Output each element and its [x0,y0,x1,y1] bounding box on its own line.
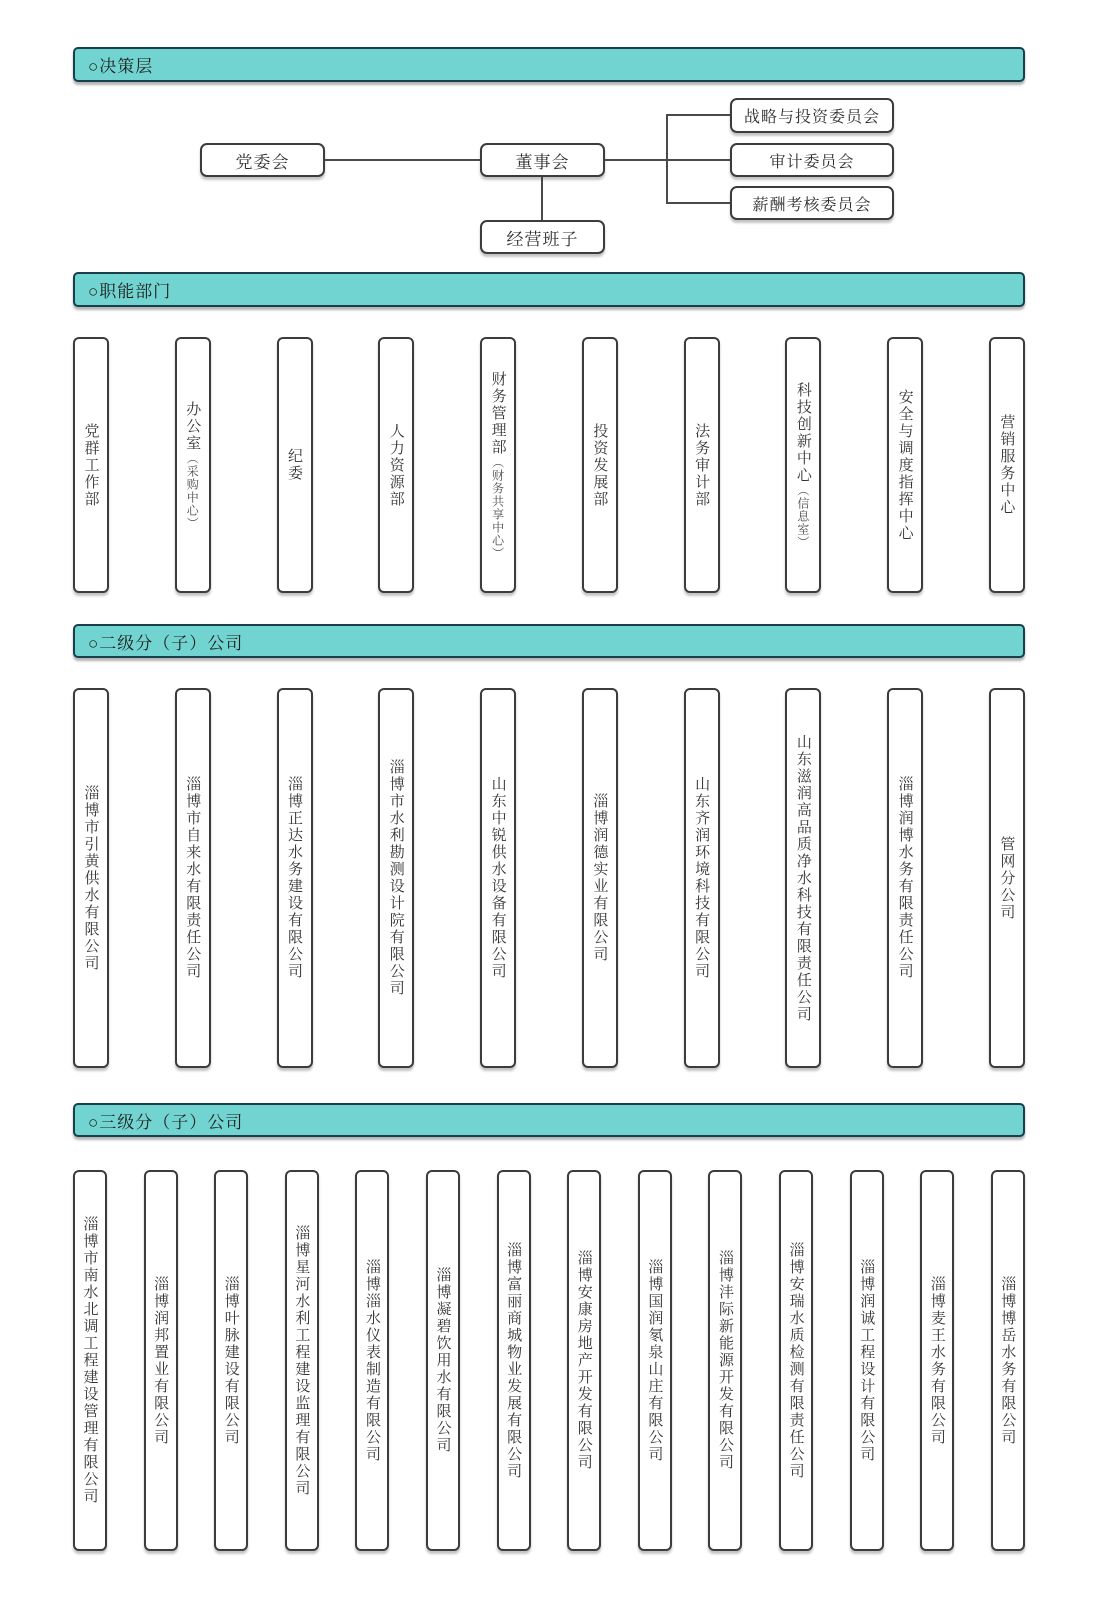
department-label: 营销服务中心 [998,414,1016,516]
company-box [426,1170,460,1551]
department-box [175,337,211,593]
company-label: 淄博星河水利工程建设监理有限公司 [293,1224,311,1497]
company-label: 山东齐润环境科技有限公司 [693,776,711,980]
company-label: 淄博凝碧饮用水有限公司 [434,1267,452,1454]
org-box-management-team-label: 经营班子 [506,229,579,249]
connector-line-board-management [541,177,543,220]
section-title-decision: ○决策层 [88,57,154,76]
section-banner-functional [73,272,1025,307]
department-box [684,337,720,593]
connector-line-branch-top [666,114,730,116]
company-box [850,1170,884,1551]
company-box [497,1170,531,1551]
department-label: 安全与调度指挥中心 [896,388,914,542]
company-label: 淄博市自来水有限责任公司 [184,776,202,980]
company-box [73,1170,107,1551]
committee-label: 审计委员会 [769,153,855,171]
department-label: 投资发展部 [591,422,609,508]
company-box [73,688,109,1068]
company-label: 淄博博岳水务有限公司 [999,1275,1017,1446]
department-label: 纪委 [286,448,304,482]
section-title-level2: ○二级分（子）公司 [88,633,244,653]
company-label: 淄博润邦置业有限公司 [152,1275,170,1446]
company-box [582,688,618,1068]
org-box-committee-strategy [730,98,894,133]
level3-companies-row [73,1170,1025,1551]
company-label: 淄博叶脉建设有限公司 [222,1275,240,1446]
department-box [480,337,516,593]
department-label: 财务管理部（财务共享中心） [489,370,507,560]
department-box [887,337,923,593]
department-label: 人力资源部 [387,422,405,508]
company-label: 淄博市水利勘测设计院有限公司 [387,759,405,997]
department-box [378,337,414,593]
section-title-functional: ○职能部门 [88,282,172,301]
company-box [779,1170,813,1551]
company-label: 淄博润诚工程设计有限公司 [858,1258,876,1463]
section-banner-level3 [73,1103,1025,1137]
company-label: 淄博市南水北调工程建设管理有限公司 [81,1216,99,1505]
company-box [920,1170,954,1551]
company-box [480,688,516,1068]
company-box [214,1170,248,1551]
company-label: 淄博润博水务有限责任公司 [896,776,914,980]
company-label: 管网分公司 [998,835,1016,921]
company-box [887,688,923,1068]
org-box-board-label: 董事会 [515,152,570,172]
department-sublabel: （采购中心） [185,451,200,530]
company-label: 淄博国润氡泉山庄有限公司 [646,1258,664,1463]
company-box [175,688,211,1068]
company-label: 淄博沣际新能源开发有限公司 [716,1250,734,1471]
company-box [991,1170,1025,1551]
section-banner-level2 [73,624,1025,658]
company-box [708,1170,742,1551]
department-box [785,337,821,593]
department-label: 党群工作部 [82,422,100,508]
company-label: 淄博正达水务建设有限公司 [286,776,304,980]
department-sublabel: （信息室） [795,483,810,549]
org-box-party-committee-label: 党委会 [235,152,290,172]
department-sublabel: （财务共享中心） [490,455,505,560]
functional-departments-row [73,337,1025,593]
company-box [638,1170,672,1551]
org-box-committee-compensation [730,186,894,220]
company-box [378,688,414,1068]
department-label: 办公室（采购中心） [184,400,202,530]
department-box [73,337,109,593]
org-box-party-committee [200,143,325,177]
company-box [355,1170,389,1551]
connector-line-branch-bottom [666,202,730,204]
company-label: 淄博麦王水务有限公司 [928,1275,946,1446]
section-banner-decision [73,47,1025,82]
company-box [285,1170,319,1551]
company-label: 淄博淄水仪表制造有限公司 [363,1258,381,1463]
company-label: 山东滋润高品质净水科技有限责任公司 [794,733,812,1023]
company-box [989,688,1025,1068]
company-label: 淄博安瑞水质检测有限责任公司 [787,1241,805,1480]
company-box [567,1170,601,1551]
company-label: 淄博富丽商城物业发展有限公司 [505,1241,523,1480]
department-box [582,337,618,593]
org-box-management-team [480,220,605,254]
company-label: 淄博市引黄供水有限公司 [82,784,100,972]
connector-line-party-board [325,159,480,161]
company-box [144,1170,178,1551]
company-label: 山东中锐供水设备有限公司 [489,776,507,980]
committee-label: 薪酬考核委员会 [752,196,872,214]
company-label: 淄博安康房地产开发有限公司 [575,1250,593,1471]
department-box [277,337,313,593]
level2-companies-row [73,688,1025,1068]
org-box-committee-audit [730,143,894,177]
connector-line-branch-vertical [666,114,668,204]
company-label: 淄博润德实业有限公司 [591,793,609,963]
department-box [989,337,1025,593]
company-box [277,688,313,1068]
company-box [785,688,821,1068]
department-label: 法务审计部 [693,422,711,508]
org-box-board [480,143,605,177]
committee-label: 战略与投资委员会 [743,109,880,126]
company-box [684,688,720,1068]
section-title-level3: ○三级分（子）公司 [88,1112,244,1132]
department-label: 科技创新中心（信息室） [794,381,812,549]
